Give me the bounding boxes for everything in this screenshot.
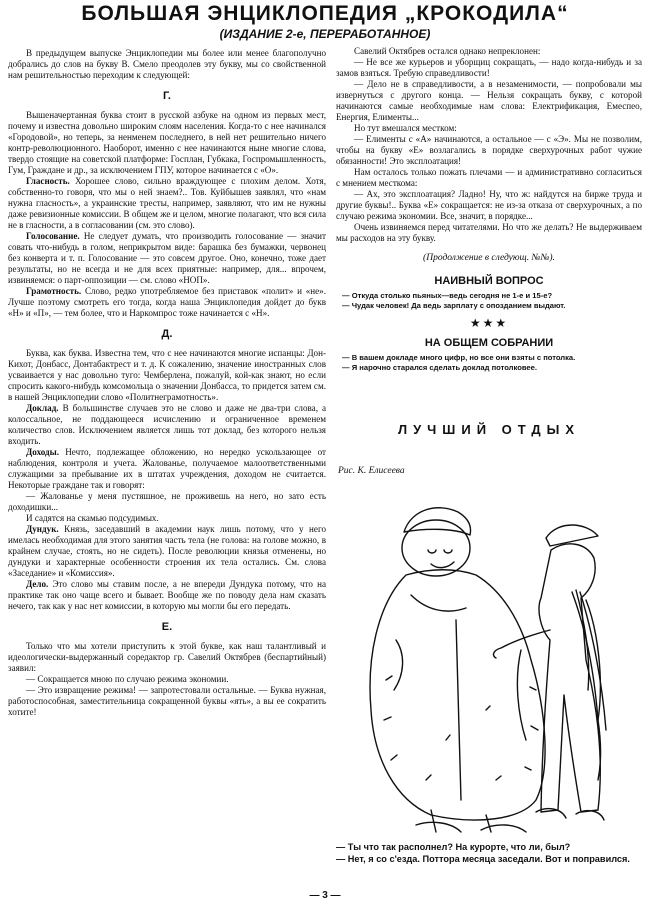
entry-golosovanie-text: Не следует думать, что производить голосование — значит совать что-нибудь в голом, неприкрытом виде: барашка без бумажки, червонец без конверта и т. п. Голосование — это совсем другое. Оно, конечно, тоже дает результаты, но не всегда и не для всех приятные: например, для... впрочем, извиняемся: о парт-оппозиции — см. слово «НОП».: [8, 231, 326, 285]
dohody-after: И садятся на скамью подсудимых.: [26, 513, 159, 523]
e-quote-2: — Это извращение режима! — запротестовали остальные. — Буква нужная, работоспособная, заместительница сокращенной буквы «ять», а вы ее сократить хотите!: [8, 685, 326, 717]
naive-question-line-2: — Чудак человек! Да ведь зарплату с опозданием выдают.: [342, 300, 566, 310]
g-paragraph: Вышеначертанная буква стоит в русской азбуке на одном из первых мест, почему и известна довольно широким слоям населения. Когда-то с нее начинался «Городовой», но теперь, за ненменем последнего, в ней нет решительно ничего контр-революционного. Наоборот, именно с нее начинаются ныне многие слова, твердо стоящие на советской платформе: Госплан, Губкака, Госпромышленность, Гум, Граждане и др., за исключением ГПУ, которое начинается с «О».: [8, 110, 326, 175]
cartoon-caption: [336, 842, 642, 865]
entry-dunduk: [8, 524, 326, 579]
left-column: [8, 48, 326, 718]
e-paragraph: Только что мы хотели приступить к этой букве, как наш талантливый и идеологически-выдержанный соредактор гр. Савелий Октябрев (беспартийный) заявил:: [8, 641, 326, 673]
right-paragraph-4: Но тут вмешался местком:: [354, 123, 457, 133]
entry-golosovanie: [8, 231, 326, 286]
term-delo: Дело.: [26, 579, 49, 589]
d-paragraph: Буква, как буква. Известна тем, что с нее начинаются многие испанцы: Дон-Кихот, Донбасс, Донтабактрест и т. д. К сожалению, значение иностранных слов усваивается у нас довольно туго: Чемберлена, пожалуй, кой-как знают, но если спросить какого-нибудь комсомольца о значении Донбасса, то придется затем см. в нашей Энциклопедии слово «Политнеграмотность».: [8, 348, 326, 402]
cartoon-credit: Рис. К. Елисеева: [338, 466, 405, 476]
continued-note: (Продолжение в следующ. №№).: [423, 253, 555, 263]
right-column: [336, 46, 642, 372]
letter-heading-g: Г.: [163, 90, 171, 102]
entry-gramotnost: [8, 286, 326, 319]
term-dohody: Доходы.: [26, 447, 60, 457]
entry-doklad-text: В большинстве случаев это не слово и даже не два-три слова, а колоссальное, не поддающееся исчислению и ограниченное временем количество слов. Исключением является лишь тот доклад, без которого нельзя входить.: [8, 403, 326, 446]
entry-glasnost: [8, 176, 326, 231]
entry-dohody-text: Нечто, подлежащее обложению, но нередко ускользающее от наблюдения, контроля и учета. Жалованье, получаемое малоответственными служащими за пребывание их в штатах учреждения, доходом не считается. Некоторые граждане так и говорят:: [8, 447, 326, 490]
right-paragraph-1: Савелий Октябрев остался однако непреклонен:: [354, 46, 541, 56]
term-glasnost: Гласность.: [26, 176, 70, 186]
term-golosovanie: Голосование.: [26, 231, 80, 241]
cartoon-illustration: [336, 480, 642, 838]
dohody-quote: — Жалованье у меня пустяшное, не проживешь на него, но зато есть доходишки...: [8, 491, 326, 512]
meeting-line-1: — В вашем докладе много цифр, но все они взяты с потолка.: [342, 353, 576, 362]
right-paragraph-3: — Дело не в справедливости, а в незаменимости, — попробовали мы извернуться с другого конца. — Нельзя сокращать букву, с которой начинаются самые необходимые нам слова: Електрификация, Емеспео, Енергия, Елименты...: [336, 79, 642, 122]
caption-line-1: — Ты что так располнел? На курорте, что ли, был?: [336, 842, 571, 852]
page-title: БОЛЬШАЯ ЭНЦИКЛОПЕДИЯ „КРОКОДИЛА“: [81, 2, 569, 25]
page-number: — 3 —: [309, 890, 341, 901]
e-quote-1: — Сокращается мною по случаю режима экономии.: [26, 674, 229, 684]
cartoon-title: ЛУЧШИЙ ОТДЫХ: [397, 422, 581, 437]
entry-delo: [8, 579, 326, 612]
entry-delo-text: Это слово мы ставим после, а не впереди Дундука потому, что на практике так оно чаще всего и бывает. Вообще же по поводу дела нам сказать нечего, так как у нас нет комиссии, в которую мы могли бы его передать.: [8, 579, 326, 611]
letter-heading-e: Е.: [161, 621, 173, 633]
caption-line-2: — Нет, я со с'езда. Поттора месяца заседали. Вот и поправился.: [336, 853, 630, 864]
entry-glasnost-text: Хорошее слово, сильно враждующее с плохим делом. Хотя, собственно-то говоря, что мы о ней знаем?.. Тов. Куйбышев заявлял, что «нам нужна гласность», а украинские тресты, например, заявляют, что им не нужны даже ревизионные комиссии. В общем же и целом, многие полагают, что вся сила не в гласности, а в согласовании (см. это слово).: [8, 176, 326, 230]
naive-question-title: НАИВНЫЙ ВОПРОС: [434, 275, 544, 287]
entry-dunduk-text: Князь, заседавший в академии наук лишь потому, что у него имелась необходимая для этого занятия часть тела (не голова: на голове можно, в крайнем случае, стоять, но не сидеть). После революции князья отменены, но дундуки и характерные особенности строения их тела остались. См. слова «Заседание» и «Комиссия».: [8, 524, 326, 578]
right-paragraph-7: — Ах, это эксплоатация? Ладно! Ну, что ж: найдутся на бирже труда и другие буквы!.. Буква «Е» сокращается: не из-за отказа от сверхурочных, а по случаю режима экономии. Все, значит, в порядке...: [336, 189, 642, 221]
thin-man-figure: [539, 544, 600, 812]
right-paragraph-6: Нам осталось только пожать плечами — и административно согласиться с мнением месткома:: [336, 167, 642, 188]
meeting-line-2: — Я нарочно старался сделать доклад потолковее.: [342, 362, 537, 372]
term-gramotnost: Грамотность.: [26, 286, 82, 296]
entry-doklad: [8, 403, 326, 447]
right-paragraph-2: — Не все же курьеров и уборщиц сокращать, — надо когда-нибудь и за замов взяться. Требую справедливости!: [336, 57, 642, 78]
intro-paragraph: В предыдущем выпуске Энциклопедии мы более или менее благополучно добрались до слов на букву В. Смело преодолев эту букву, мы со свойственной нам решительностью переходим к следующей:: [8, 48, 326, 80]
right-paragraph-5: — Елименты с «А» начинаются, а остальное — с «Э». Мы не позволим, чтобы на букву «Е» возлагались в порядке сверхурочных работ чужие обязанности! Это эксплоатация!: [336, 134, 642, 166]
right-paragraph-8: Очень извиняемся перед читателями. Но что же делать? Не выдерживаем мы расходов на эту букву.: [336, 222, 642, 243]
term-doklad: Доклад.: [26, 403, 59, 413]
entry-dohody: [8, 447, 326, 491]
meeting-title: НА ОБЩЕМ СОБРАНИИ: [424, 337, 554, 349]
naive-question-line-1: — Откуда столько пьяных—ведь сегодня не 1-е и 15-е?: [342, 291, 553, 300]
star-divider: ★★★: [469, 316, 509, 330]
page-subtitle: (ИЗДАНИЕ 2-е, ПЕРЕРАБОТАННОЕ): [219, 27, 431, 41]
term-dunduk: Дундук.: [26, 524, 59, 534]
letter-heading-d: Д.: [161, 328, 173, 340]
entry-gramotnost-text: Слово, редко употребляемое без приставок «полит» и «не». Лучше поэтому смотреть его тогда, когда наша Энциклопедия дойдет до букв «Н» и «П», — тем более, что и Наркомпрос тоже начинается с «Н».: [8, 286, 326, 318]
